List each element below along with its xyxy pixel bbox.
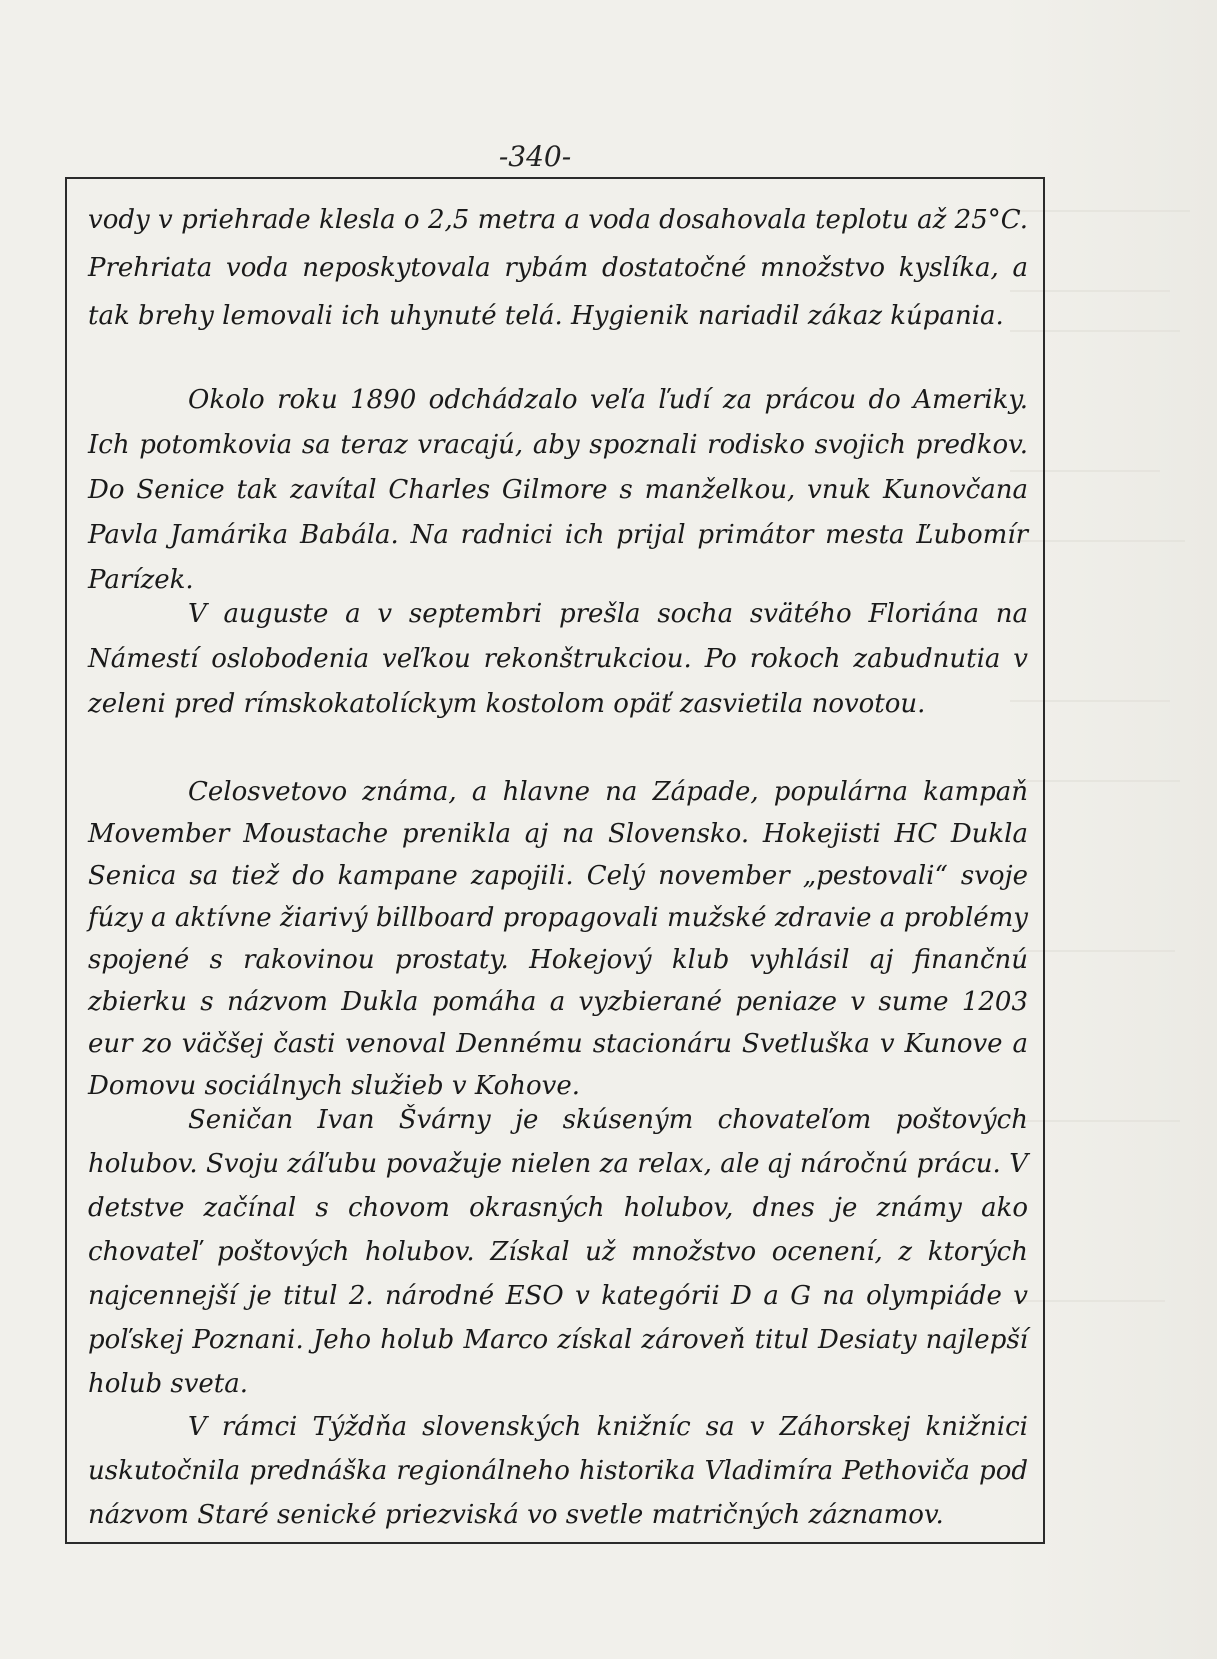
paragraph-florian-statue: V auguste a v septembri prešla socha svätého Floriána na Námestí oslobodenia veľkou rekonštrukciou. Po rokoch zabudnutia v zeleni pred rímskokatolíckym kostolom opäť zasvietila novotou. [88, 599, 1028, 719]
page-number: -340- [498, 140, 572, 173]
paragraph-pigeon-breeder: Seničan Ivan Švárny je skúseným chovateľom poštových holubov. Svoju záľubu považuje nielen za relax, ale aj náročnú prácu. V detstve začínal s chovom okrasných holubov, dnes je známy ako chovateľ poštových holubov. Získal už množstvo ocenení, z ktorých najcennejší je titul 2. národné ESO v kategórii D a G na olympiáde v poľskej Poznani. Jeho holub Marco získal zároveň titul Desiaty najlepší holub sveta. [88, 1105, 1028, 1399]
paragraph-library-lecture: V rámci Týždňa slovenských knižníc sa v Záhorskej knižnici uskutočnila prednáška regionálneho historika Vladimíra Pethoviča pod názvom Staré senické priezviská vo svetle matričných záznamov. [88, 1412, 1028, 1530]
paragraph-movember: Celosvetovo známa, a hlavne na Západe, populárna kampaň Movember Moustache prenikla aj na Slovensko. Hokejisti HC Dukla Senica sa tiež do kampane zapojili. Celý november „pestovali“ svoje fúzy a aktívne žiarivý billboard propagovali mužské zdravie a problémy spojené s rakovinou prostaty. Hokejový klub vyhlásil aj finančnú zbierku s názvom Dukla pomáha a vyzbierané peniaze v sume 1203 eur zo väčšej časti venoval Dennému stacionáru Svetluška v Kunove a Domovu sociálnych služieb v Kohove. [88, 777, 1028, 1101]
paragraph-emigrants: Okolo roku 1890 odchádzalo veľa ľudí za prácou do Ameriky. Ich potomkovia sa teraz vracajú, aby spoznali rodisko svojich predkov. Do Senice tak zavítal Charles Gilmore s manželkou, vnuk Kunovčana Pavla Jamárika Babála. Na radnici ich prijal primátor mesta Ľubomír Parízek. [88, 385, 1028, 595]
paragraph-water: vody v priehrade klesla o 2,5 metra a voda dosahovala teplotu až 25°C. Prehriata voda neposkytovala rybám dostatočné množstvo kyslíka, a tak brehy lemovali ich uhynuté telá. Hygienik nariadil zákaz kúpania. [88, 205, 1028, 331]
